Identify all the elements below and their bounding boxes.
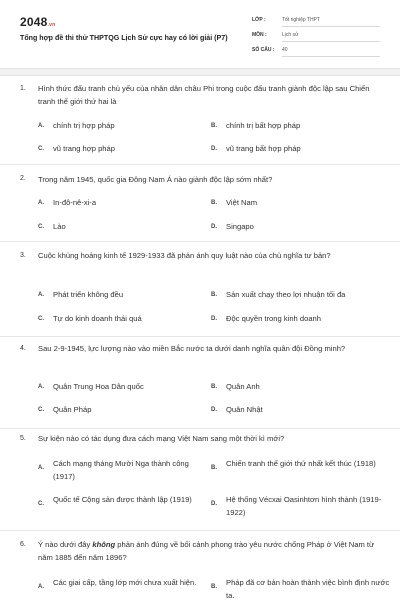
- option-letter: A.: [38, 384, 44, 390]
- question-4: [0, 337, 400, 429]
- meta-class-label: LỚP :: [252, 17, 266, 23]
- meta-class: [252, 13, 380, 27]
- option-letter: A.: [38, 123, 44, 129]
- header-divider: [0, 68, 400, 76]
- option-letter: B.: [211, 200, 217, 206]
- option-text: Phát triển không đều: [53, 290, 124, 299]
- option-text: Cách mạng tháng Mười Nga thành công (1917): [53, 459, 189, 481]
- option-text: In-đô-nê-xi-a: [53, 198, 97, 207]
- question-text: Sau 2-9-1945, lực lượng nào vào miền Bắc nước ta dưới danh nghĩa quân đội Đồng minh?: [38, 344, 346, 353]
- option-text: Các giai cấp, tầng lớp mới chưa xuất hiện.: [53, 578, 197, 587]
- option-text: Quốc tế Cộng sản được thành lập (1919): [53, 495, 192, 504]
- question-number: 6.: [20, 541, 26, 548]
- option-text: Singapo: [226, 222, 254, 231]
- option-text: Quân Trung Hoa Dân quốc: [53, 382, 144, 391]
- option-text: Quân Nhật: [226, 405, 263, 414]
- meta-underline: [282, 26, 380, 27]
- question-1: [0, 77, 400, 165]
- question-emphasis: không: [92, 540, 116, 549]
- option-text: chính trị hợp pháp: [53, 121, 115, 130]
- option-text: Chiến tranh thế giới thứ nhất kết thúc (1918): [226, 459, 376, 468]
- document-title: Tổng hợp đề thi thử THPTQG Lịch Sử cực hay có lời giải (P7): [20, 34, 228, 42]
- site-logo[interactable]: [20, 15, 55, 29]
- option-letter: A.: [38, 200, 44, 206]
- question-text: Trong năm 1945, quốc gia Đông Nam Á nào giành độc lập sớm nhất?: [38, 175, 273, 184]
- option-letter: C.: [38, 224, 44, 230]
- option-letter: D.: [211, 316, 217, 322]
- option-letter: C.: [38, 316, 44, 322]
- question-text: Cuộc khủng hoảng kinh tế 1929-1933 đã phản ánh quy luật nào của chủ nghĩa tư bản?: [38, 251, 331, 260]
- logo-text: 2048: [20, 15, 48, 29]
- question-number: 5.: [20, 435, 26, 442]
- option-text: Pháp đã cơ bản hoàn thành việc bình định nước ta.: [226, 578, 390, 600]
- option-letter: D.: [211, 501, 217, 507]
- option-letter: B.: [211, 384, 217, 390]
- option-text: vũ trang hợp pháp: [53, 144, 115, 153]
- option-letter: B.: [211, 584, 217, 590]
- option-letter: D.: [211, 407, 217, 413]
- option-letter: C.: [38, 407, 44, 413]
- option-text: chính trị bất hợp pháp: [226, 121, 301, 130]
- question-text-end: phản ánh đúng về bối cảnh phong trào yêu nước chống Pháp ở Việt Nam từ năm 1885 đến năm 1896?: [38, 540, 375, 562]
- option-letter: C.: [38, 501, 44, 507]
- meta-count-value: 40: [282, 47, 288, 53]
- meta-subject: [252, 28, 380, 42]
- option-text: Sản xuất chạy theo lợi nhuận tối đa: [226, 290, 346, 299]
- question-number: 4.: [20, 345, 26, 352]
- option-letter: A.: [38, 292, 44, 298]
- question-number: 2.: [20, 175, 26, 182]
- header: [0, 0, 400, 68]
- option-letter: B.: [211, 292, 217, 298]
- meta-count-label: SỐ CÂU :: [252, 47, 275, 53]
- question-5: [0, 429, 400, 531]
- option-letter: A.: [38, 584, 44, 590]
- option-text: Độc quyền trong kinh doanh: [226, 314, 321, 323]
- question-text-start: Ý nào dưới đây: [38, 540, 93, 549]
- option-letter: A.: [38, 465, 44, 471]
- question-3: [0, 242, 400, 337]
- option-letter: B.: [211, 465, 217, 471]
- option-letter: C.: [38, 146, 44, 152]
- meta-underline: [282, 56, 380, 57]
- option-text: Quân Anh: [226, 382, 260, 391]
- meta-class-value: Tốt nghiệp THPT: [282, 17, 320, 23]
- question-text: Sự kiện nào có tác dụng đưa cách mạng Việt Nam sang một thời kì mới?: [38, 434, 285, 443]
- question-text: Hình thức đấu tranh chủ yếu của nhân dân châu Phi trong cuộc đấu tranh giành độc lập sau Chiến tranh thế giới thứ hai là: [38, 84, 370, 106]
- logo-suffix: .vn: [47, 22, 56, 28]
- question-2: [0, 165, 400, 242]
- option-text: Quân Pháp: [53, 405, 92, 414]
- option-text: Lào: [53, 222, 66, 231]
- option-text: vũ trang bất hợp pháp: [226, 144, 301, 153]
- meta-underline: [282, 41, 380, 42]
- option-letter: D.: [211, 146, 217, 152]
- question-number: 1.: [20, 85, 26, 92]
- question-number: 3.: [20, 252, 26, 259]
- meta-question-count: [252, 43, 380, 57]
- question-text: [38, 538, 383, 564]
- option-text: Việt Nam: [226, 198, 258, 207]
- meta-subject-value: Lịch sử: [282, 32, 299, 38]
- option-text: Hệ thống Vécxai Oasinhtơn hình thành (1919-1922): [226, 495, 382, 517]
- meta-subject-label: MÔN :: [252, 32, 267, 38]
- question-6: [0, 531, 400, 600]
- option-letter: B.: [211, 123, 217, 129]
- option-letter: D.: [211, 224, 217, 230]
- option-text: Tự do kinh doanh thái quá: [53, 314, 142, 323]
